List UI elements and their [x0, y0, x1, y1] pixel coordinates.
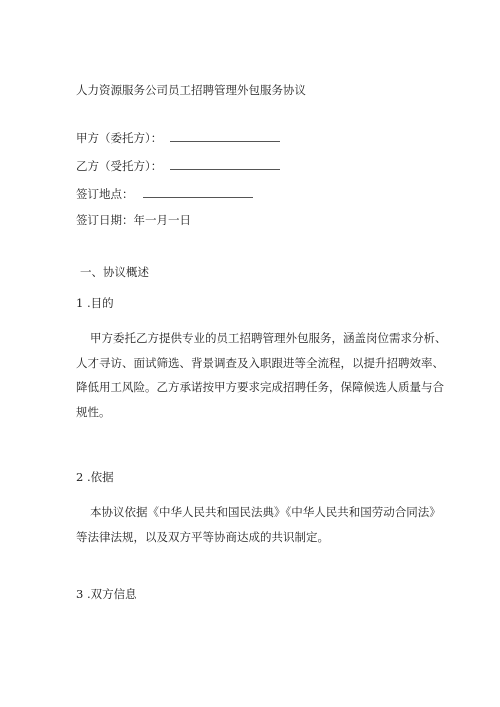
sub2-heading: 2 .依据: [76, 470, 114, 484]
sign-place-blank: [143, 185, 253, 198]
sub1-heading: 1 .目的: [76, 296, 114, 310]
sub1-line-3: 降低用工风险。乙方承诺按甲方要求完成招聘任务，保障候选人质量与合: [76, 380, 444, 394]
party-b-blank: [170, 157, 280, 170]
party-b-line: [76, 157, 280, 174]
sub2-line-1: 本协议依据《中华人民共和国民法典》《中华人民共和国劳动合同法》: [90, 505, 441, 519]
sub1-line-1: 甲方委托乙方提供专业的员工招聘管理外包服务，涵盖岗位需求分析、: [90, 331, 447, 345]
party-a-blank: [170, 129, 280, 142]
sign-place-line: [76, 185, 253, 202]
sub1-paragraph: [76, 326, 447, 424]
sub2-paragraph: [76, 500, 441, 549]
document-title: 人力资源服务公司员工招聘管理外包服务协议: [76, 83, 306, 97]
sub1-line-2: 人才寻访、面试筛选、背景调查及入职跟进等全流程，以提升招聘效率、: [76, 355, 444, 370]
sub1-line-4: 规性。: [76, 404, 111, 419]
sub3-heading: 3 .双方信息: [76, 587, 137, 601]
party-b-label: 乙方（受托方）：: [76, 159, 163, 173]
party-a-label: 甲方（委托方）：: [76, 131, 163, 145]
sign-place-label: 签订地点：: [76, 187, 134, 201]
sub2-line-2: 等法律法规，以及双方平等协商达成的共识制定。: [76, 529, 329, 544]
party-a-line: [76, 129, 280, 146]
sign-date: 签订日期：年一月一日: [76, 213, 191, 227]
section1-heading: 一、协议概述: [80, 265, 149, 279]
